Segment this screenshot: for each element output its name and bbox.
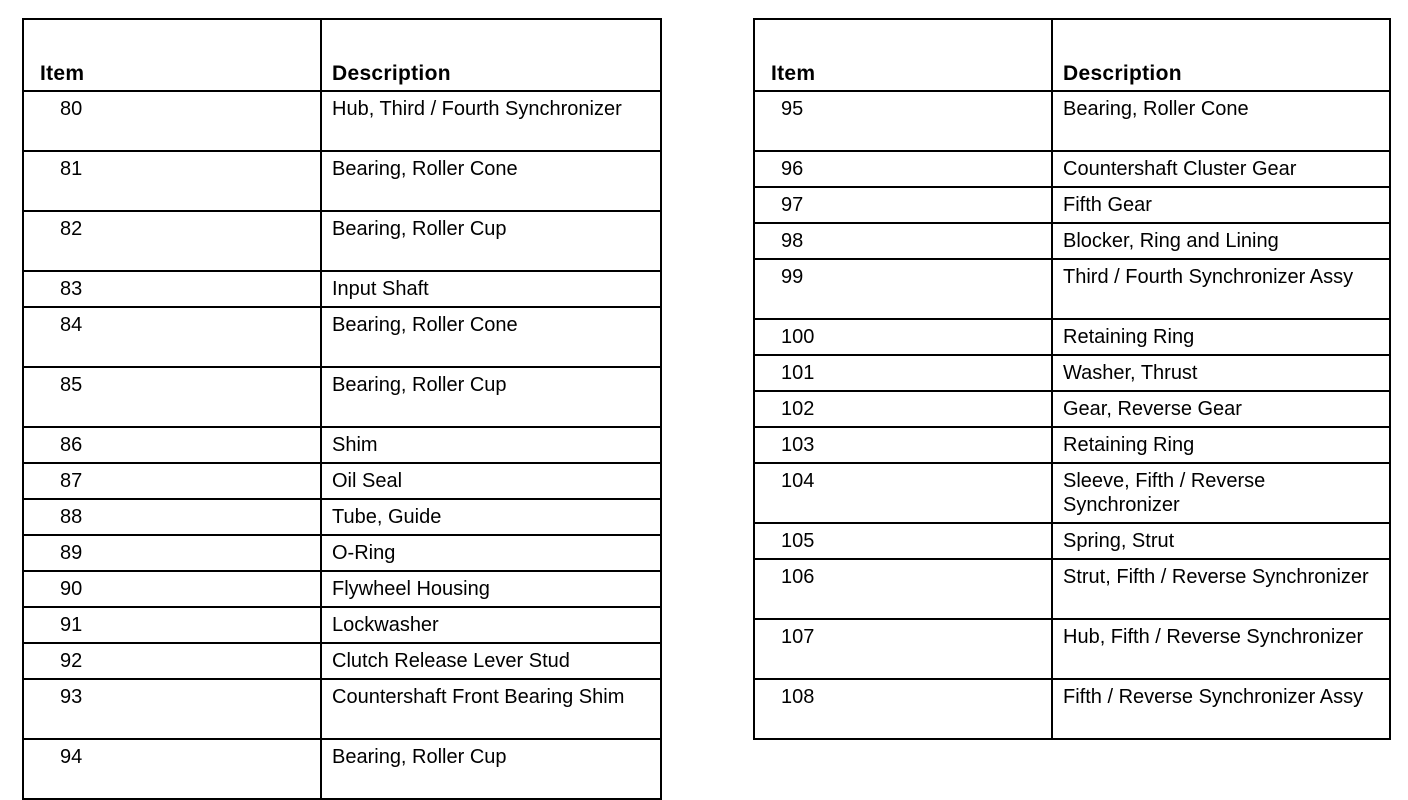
description-cell: Bearing, Roller Cone [1052, 91, 1390, 151]
item-number-cell: 85 [23, 367, 321, 427]
description-cell: Flywheel Housing [321, 571, 661, 607]
column-header-description: Description [1052, 19, 1390, 91]
item-number-cell: 80 [23, 91, 321, 151]
item-number-cell: 101 [754, 355, 1052, 391]
item-number-cell: 83 [23, 271, 321, 307]
item-number-cell: 100 [754, 319, 1052, 355]
table-row [754, 679, 1390, 739]
table-body [754, 91, 1390, 739]
description-cell: Lockwasher [321, 607, 661, 643]
table-row [23, 91, 661, 151]
description-cell: Clutch Release Lever Stud [321, 643, 661, 679]
description-cell: Fifth / Reverse Synchronizer Assy [1052, 679, 1390, 739]
parts-table-right [753, 18, 1391, 740]
item-number-cell: 106 [754, 559, 1052, 619]
item-number-cell: 92 [23, 643, 321, 679]
table-row [23, 307, 661, 367]
item-number-cell: 93 [23, 679, 321, 739]
item-number-cell: 94 [23, 739, 321, 799]
table-row [754, 463, 1390, 523]
description-cell: Bearing, Roller Cup [321, 367, 661, 427]
column-header-description: Description [321, 19, 661, 91]
item-number-cell: 108 [754, 679, 1052, 739]
description-cell: Gear, Reverse Gear [1052, 391, 1390, 427]
table-header-row [754, 19, 1390, 91]
description-cell: Spring, Strut [1052, 523, 1390, 559]
item-number-cell: 84 [23, 307, 321, 367]
table-row [754, 619, 1390, 679]
column-header-item: Item [754, 19, 1052, 91]
table-row [754, 319, 1390, 355]
table-row [23, 499, 661, 535]
description-cell: Countershaft Front Bearing Shim [321, 679, 661, 739]
table-row [754, 151, 1390, 187]
table-row [23, 211, 661, 271]
table-row [23, 739, 661, 799]
table-row [23, 271, 661, 307]
table-row [754, 523, 1390, 559]
table-row [23, 151, 661, 211]
description-cell: Retaining Ring [1052, 427, 1390, 463]
description-cell: Bearing, Roller Cone [321, 151, 661, 211]
item-number-cell: 96 [754, 151, 1052, 187]
description-cell: Tube, Guide [321, 499, 661, 535]
item-number-cell: 89 [23, 535, 321, 571]
description-cell: Hub, Third / Fourth Synchronizer [321, 91, 661, 151]
item-number-cell: 87 [23, 463, 321, 499]
column-header-item: Item [23, 19, 321, 91]
item-number-cell: 102 [754, 391, 1052, 427]
item-number-cell: 104 [754, 463, 1052, 523]
description-cell: Washer, Thrust [1052, 355, 1390, 391]
table-header-row [23, 19, 661, 91]
item-number-cell: 97 [754, 187, 1052, 223]
table-row [23, 535, 661, 571]
table-row [754, 427, 1390, 463]
table-row [754, 91, 1390, 151]
table-row [23, 679, 661, 739]
table-row [754, 187, 1390, 223]
description-cell: Countershaft Cluster Gear [1052, 151, 1390, 187]
item-number-cell: 107 [754, 619, 1052, 679]
table-row [754, 355, 1390, 391]
table-row [754, 391, 1390, 427]
item-number-cell: 105 [754, 523, 1052, 559]
description-cell: Input Shaft [321, 271, 661, 307]
table-row [23, 571, 661, 607]
item-number-cell: 99 [754, 259, 1052, 319]
description-cell: Bearing, Roller Cup [321, 739, 661, 799]
table-body [23, 91, 661, 799]
description-cell: Bearing, Roller Cone [321, 307, 661, 367]
description-cell: Fifth Gear [1052, 187, 1390, 223]
item-number-cell: 90 [23, 571, 321, 607]
description-cell: Shim [321, 427, 661, 463]
description-cell: Blocker, Ring and Lining [1052, 223, 1390, 259]
table-row [754, 223, 1390, 259]
item-number-cell: 95 [754, 91, 1052, 151]
table-row [23, 607, 661, 643]
table-row [754, 259, 1390, 319]
description-cell: O-Ring [321, 535, 661, 571]
item-number-cell: 88 [23, 499, 321, 535]
description-cell: Hub, Fifth / Reverse Synchronizer [1052, 619, 1390, 679]
description-cell: Retaining Ring [1052, 319, 1390, 355]
description-cell: Third / Fourth Synchronizer Assy [1052, 259, 1390, 319]
item-number-cell: 103 [754, 427, 1052, 463]
item-number-cell: 82 [23, 211, 321, 271]
item-number-cell: 91 [23, 607, 321, 643]
description-cell: Strut, Fifth / Reverse Synchronizer [1052, 559, 1390, 619]
table-row [23, 367, 661, 427]
description-cell: Sleeve, Fifth / Reverse Synchronizer [1052, 463, 1390, 523]
item-number-cell: 86 [23, 427, 321, 463]
table-row [23, 427, 661, 463]
item-number-cell: 98 [754, 223, 1052, 259]
parts-table-left [22, 18, 662, 800]
table-row [23, 463, 661, 499]
table-row [23, 643, 661, 679]
table-row [754, 559, 1390, 619]
item-number-cell: 81 [23, 151, 321, 211]
description-cell: Oil Seal [321, 463, 661, 499]
description-cell: Bearing, Roller Cup [321, 211, 661, 271]
